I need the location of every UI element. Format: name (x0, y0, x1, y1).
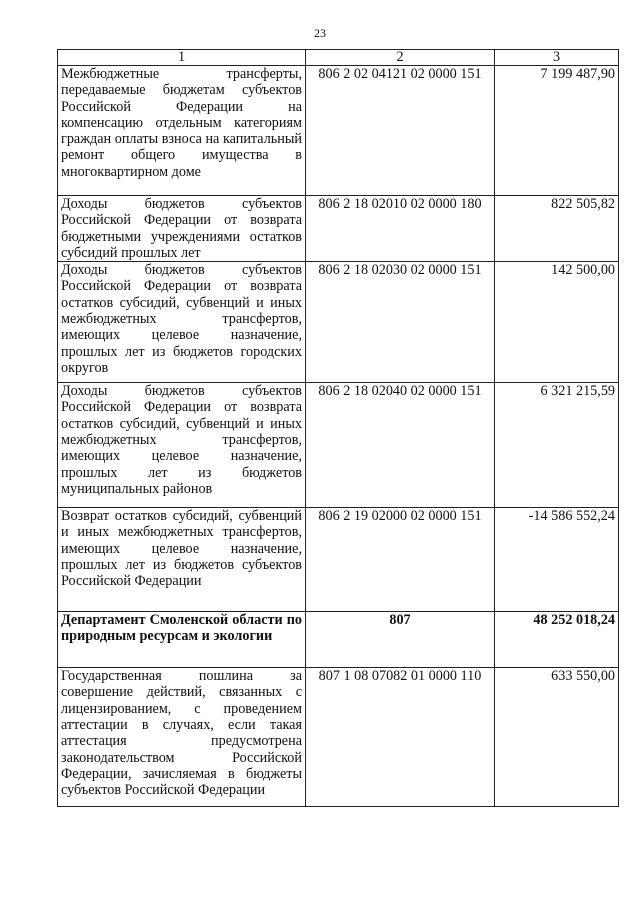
amount-cell: 822 505,82 (495, 196, 619, 262)
revenue-name-cell: Департамент Смоленской области по природным ресурсам и экологии (58, 612, 306, 668)
amount-cell: 6 321 215,59 (495, 383, 619, 508)
amount-cell: 7 199 487,90 (495, 66, 619, 196)
budget-code-cell: 807 1 08 07082 01 0000 110 (306, 668, 495, 807)
budget-code-cell: 806 2 18 02010 02 0000 180 (306, 196, 495, 262)
table-row (58, 668, 619, 807)
revenue-name-cell: Доходы бюджетов субъектов Российской Федерации от возврата остатков субсидий, субвенций и иных межбюджетных трансфертов, имеющих целевое назначение, прошлых лет из бюджетов городских округов (58, 262, 306, 383)
revenue-table (57, 49, 619, 807)
table-header-row (58, 50, 619, 66)
revenue-name-cell: Возврат остатков субсидий, субвенций и иных межбюджетных трансфертов, имеющих целевое назначение, прошлых лет из бюджетов субъектов Российской Федерации (58, 508, 306, 612)
amount-cell: 48 252 018,24 (495, 612, 619, 668)
page-number: 23 (314, 26, 326, 40)
revenue-name-cell: Доходы бюджетов субъектов Российской Федерации от возврата бюджетными учреждениями остатков субсидий прошлых лет (58, 196, 306, 262)
table-row (58, 508, 619, 612)
revenue-name-cell: Государственная пошлина за совершение действий, связанных с лицензированием, с проведением аттестации в случаях, если такая аттестация предусмотрена законодательством Российской Федерации, зачисляемая в бюджеты субъектов Российской Федерации (58, 668, 306, 807)
budget-code-cell: 806 2 18 02030 02 0000 151 (306, 262, 495, 383)
revenue-name-cell: Доходы бюджетов субъектов Российской Федерации от возврата остатков субсидий, субвенций и иных межбюджетных трансфертов, имеющих целевое назначение, прошлых лет из бюджетов муниципальных районов (58, 383, 306, 508)
amount-cell: 142 500,00 (495, 262, 619, 383)
table-row (58, 66, 619, 196)
table-row (58, 262, 619, 383)
budget-code-cell: 807 (306, 612, 495, 668)
revenue-name-cell: Межбюджетные трансферты, передаваемые бюджетам субъектов Российской Федерации на компенсацию отдельным категориям граждан оплаты взноса на капитальный ремонт общего имущества в многоквартирном доме (58, 66, 306, 196)
budget-code-cell: 806 2 02 04121 02 0000 151 (306, 66, 495, 196)
column-header-3: 3 (495, 50, 619, 66)
amount-cell: -14 586 552,24 (495, 508, 619, 612)
column-header-1: 1 (58, 50, 306, 66)
table-row (58, 383, 619, 508)
department-row (58, 612, 619, 668)
budget-code-cell: 806 2 18 02040 02 0000 151 (306, 383, 495, 508)
budget-code-cell: 806 2 19 02000 02 0000 151 (306, 508, 495, 612)
column-header-2: 2 (306, 50, 495, 66)
amount-cell: 633 550,00 (495, 668, 619, 807)
table-row (58, 196, 619, 262)
